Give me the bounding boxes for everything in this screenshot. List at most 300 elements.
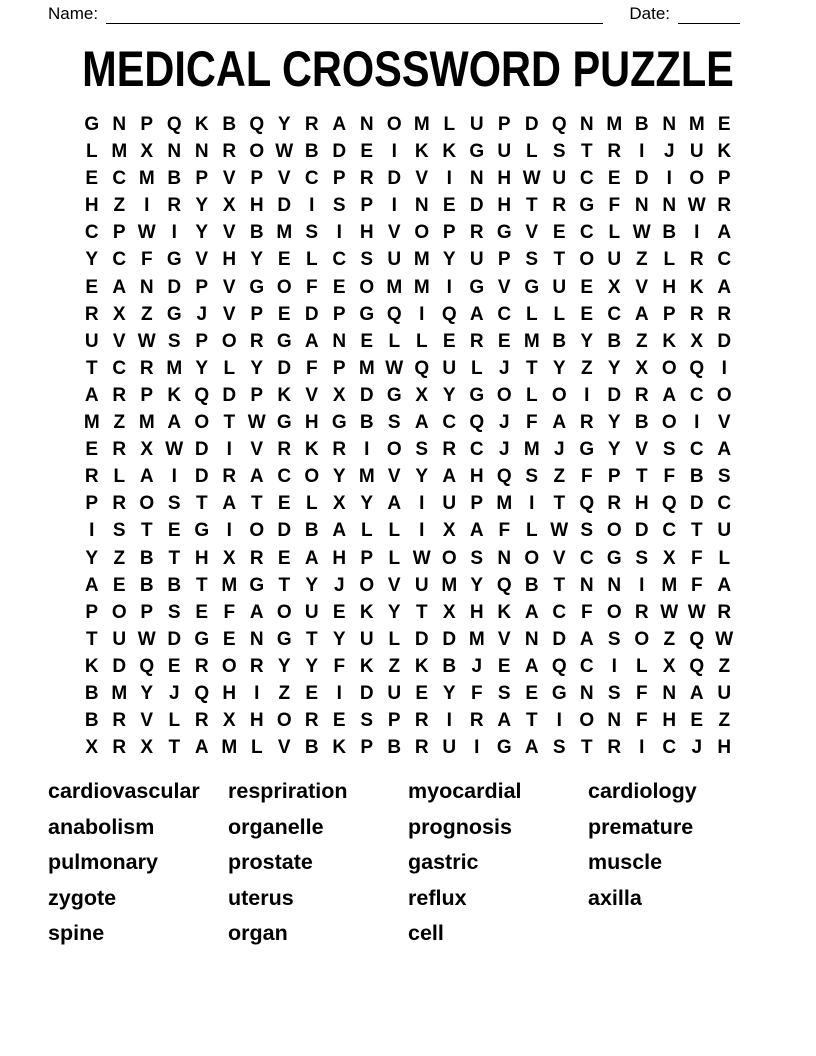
grid-letter: J	[553, 439, 565, 461]
grid-letter: V	[112, 330, 126, 352]
grid-letter: M	[413, 114, 430, 135]
grid-letter: Y	[415, 466, 429, 488]
grid-letter: H	[84, 195, 99, 217]
grid-letter: K	[194, 114, 209, 135]
grid-letter: O	[579, 710, 595, 732]
grid-letter: L	[415, 330, 428, 352]
grid-letter: H	[222, 249, 237, 271]
grid-letter: P	[140, 114, 154, 135]
grid-letter: D	[112, 655, 127, 677]
grid-letter: O	[716, 384, 732, 406]
grid-letter: C	[579, 547, 594, 569]
grid-letter: B	[552, 330, 567, 352]
grid-letter: Y	[607, 412, 621, 434]
grid-letter: X	[415, 384, 429, 406]
grid-letter: E	[360, 330, 374, 352]
grid-letter: L	[305, 493, 318, 515]
grid-letter: N	[497, 547, 512, 569]
grid-letter: O	[606, 601, 622, 623]
grid-letter: G	[524, 276, 540, 298]
grid-letter: Q	[689, 655, 705, 677]
grid-letter: B	[167, 574, 182, 596]
grid-letter: G	[469, 141, 485, 163]
grid-letter: S	[552, 141, 566, 163]
grid-letter: F	[470, 682, 483, 704]
grid-letter: D	[442, 628, 457, 650]
grid-letter: H	[497, 195, 512, 217]
grid-letter: P	[497, 249, 511, 271]
grid-letter: N	[579, 682, 594, 704]
grid-letter: J	[471, 655, 483, 677]
word-list-item: reflux	[408, 885, 467, 910]
grid-letter: M	[276, 222, 293, 244]
grid-letter: S	[360, 249, 374, 271]
grid-letter: P	[250, 168, 264, 190]
grid-letter: V	[635, 439, 649, 461]
grid-letter: Y	[277, 114, 291, 135]
grid-letter: Y	[250, 357, 264, 379]
grid-letter: M	[606, 114, 623, 135]
grid-letter: U	[112, 628, 127, 650]
grid-letter: M	[661, 574, 678, 596]
grid-letter: W	[165, 439, 184, 461]
grid-letter: Z	[113, 195, 126, 217]
grid-letter: G	[276, 330, 292, 352]
grid-letter: P	[85, 601, 99, 623]
grid-letter: D	[634, 520, 649, 542]
grid-letter: E	[580, 303, 594, 325]
grid-letter: O	[386, 114, 402, 135]
grid-letter: Y	[387, 601, 401, 623]
word-list-item: organ	[228, 921, 288, 945]
grid-letter: R	[469, 710, 484, 732]
grid-letter: R	[112, 737, 127, 759]
word-list-item: myocardial	[408, 779, 522, 803]
grid-letter: B	[304, 141, 319, 163]
grid-letter: R	[139, 357, 154, 379]
grid-letter: V	[552, 547, 566, 569]
grid-letter: S	[167, 493, 181, 515]
grid-letter: A	[717, 276, 732, 298]
grid-letter: B	[524, 574, 539, 596]
grid-letter: K	[662, 330, 677, 352]
grid-letter: P	[140, 384, 154, 406]
grid-letter: A	[442, 466, 457, 488]
grid-letter: G	[166, 249, 182, 271]
grid-letter: T	[635, 466, 648, 488]
grid-letter: G	[331, 412, 347, 434]
grid-letter: W	[715, 628, 734, 650]
grid-letter: N	[579, 114, 594, 135]
grid-letter: A	[717, 222, 732, 244]
date-blank-line	[678, 4, 740, 24]
grid-letter: O	[276, 710, 292, 732]
grid-letter: D	[469, 195, 484, 217]
grid-letter: L	[635, 655, 648, 677]
word-list-item: cell	[408, 921, 444, 945]
grid-letter: D	[552, 628, 567, 650]
grid-letter: J	[333, 574, 345, 596]
grid-letter: X	[442, 520, 456, 542]
grid-letter: I	[144, 195, 150, 217]
grid-letter: S	[552, 737, 566, 759]
word-list-item: prostate	[228, 850, 313, 874]
grid-letter: H	[469, 466, 484, 488]
grid-letter: W	[522, 168, 541, 190]
grid-letter: R	[359, 168, 374, 190]
grid-letter: C	[469, 439, 484, 461]
grid-letter: L	[388, 520, 401, 542]
grid-letter: R	[304, 114, 319, 135]
grid-letter: D	[387, 168, 402, 190]
grid-letter: A	[579, 628, 594, 650]
grid-letter: A	[332, 520, 347, 542]
grid-letter: S	[580, 520, 594, 542]
grid-letter: K	[497, 601, 512, 623]
grid-letter: E	[85, 439, 99, 461]
grid-letter: R	[579, 412, 594, 434]
grid-letter: G	[469, 276, 485, 298]
grid-letter: R	[634, 601, 649, 623]
grid-letter: E	[360, 141, 374, 163]
grid-letter: G	[496, 737, 512, 759]
grid-letter: Z	[388, 655, 401, 677]
grid-letter: Y	[305, 574, 319, 596]
grid-letter: V	[277, 168, 291, 190]
grid-letter: T	[195, 574, 208, 596]
grid-letter: D	[277, 357, 292, 379]
word-list-item: gastric	[408, 850, 479, 874]
grid-letter: A	[112, 276, 127, 298]
grid-letter: O	[111, 601, 127, 623]
grid-letter: Y	[360, 493, 374, 515]
grid-letter: T	[415, 601, 428, 623]
word-list	[48, 774, 768, 952]
grid-letter: S	[635, 547, 649, 569]
grid-letter: G	[551, 682, 567, 704]
grid-letter: G	[276, 412, 292, 434]
grid-letter: D	[194, 439, 209, 461]
grid-letter: D	[414, 628, 429, 650]
grid-letter: U	[469, 114, 484, 135]
grid-letter: Q	[551, 114, 567, 135]
grid-letter: C	[579, 655, 594, 677]
grid-letter: M	[358, 466, 375, 488]
grid-letter: H	[662, 710, 677, 732]
grid-letter: R	[304, 710, 319, 732]
grid-letter: R	[689, 303, 704, 325]
grid-letter: Y	[580, 330, 594, 352]
grid-letter: A	[524, 601, 539, 623]
grid-letter: Q	[194, 682, 210, 704]
grid-letter: I	[721, 357, 727, 379]
grid-letter: L	[305, 249, 318, 271]
grid-letter: P	[332, 357, 346, 379]
grid-letter: G	[276, 628, 292, 650]
grid-letter: O	[551, 384, 567, 406]
grid-letter: O	[661, 357, 677, 379]
grid-letter: P	[332, 168, 346, 190]
grid-letter: M	[413, 249, 430, 271]
grid-letter: N	[469, 168, 484, 190]
grid-letter: Q	[249, 114, 265, 135]
grid-letter: V	[222, 222, 236, 244]
grid-letter: D	[167, 628, 182, 650]
grid-letter: M	[496, 493, 513, 515]
grid-letter: A	[717, 439, 732, 461]
word-list-item: spine	[48, 921, 105, 945]
grid-letter: Z	[635, 249, 648, 271]
grid-letter: B	[304, 737, 319, 759]
grid-letter: A	[304, 330, 319, 352]
grid-letter: E	[442, 330, 456, 352]
grid-letter: H	[359, 222, 374, 244]
grid-letter: D	[359, 384, 374, 406]
grid-letter: M	[221, 737, 238, 759]
word-list-item: cardiology	[588, 779, 697, 803]
grid-letter: H	[332, 547, 347, 569]
grid-letter: R	[84, 466, 99, 488]
grid-letter: O	[249, 520, 265, 542]
grid-letter: R	[84, 303, 99, 325]
grid-letter: I	[639, 141, 645, 163]
grid-letter: L	[388, 330, 401, 352]
grid-letter: K	[277, 384, 292, 406]
grid-letter: R	[607, 141, 622, 163]
grid-letter: M	[358, 357, 375, 379]
grid-letter: C	[717, 249, 732, 271]
grid-letter: Z	[718, 710, 731, 732]
grid-letter: U	[442, 357, 457, 379]
grid-letter: A	[139, 466, 154, 488]
grid-letter: U	[84, 330, 99, 352]
grid-letter: W	[247, 412, 266, 434]
grid-letter: Q	[689, 628, 705, 650]
grid-letter: R	[414, 737, 429, 759]
grid-letter: S	[470, 547, 484, 569]
grid-letter: U	[497, 141, 512, 163]
grid-letter: T	[195, 493, 208, 515]
grid-letter: A	[84, 574, 99, 596]
grid-letter: B	[689, 466, 704, 488]
grid-letter: L	[663, 249, 676, 271]
grid-letter: S	[525, 466, 539, 488]
grid-letter: U	[387, 249, 402, 271]
grid-letter: O	[276, 276, 292, 298]
grid-letter: N	[167, 141, 182, 163]
grid-letter: A	[167, 412, 182, 434]
grid-letter: O	[606, 520, 622, 542]
grid-letter: E	[85, 168, 99, 190]
grid-letter: A	[524, 737, 539, 759]
grid-letter: R	[689, 249, 704, 271]
grid-letter: L	[223, 357, 236, 379]
grid-letter: S	[305, 222, 319, 244]
grid-letter: X	[140, 141, 154, 163]
grid-letter: Z	[718, 655, 731, 677]
grid-letter: M	[468, 628, 485, 650]
grid-letter: B	[84, 682, 99, 704]
grid-letter: R	[249, 330, 264, 352]
grid-letter: E	[580, 276, 594, 298]
grid-letter: O	[414, 222, 430, 244]
grid-letter: Z	[580, 357, 593, 379]
grid-letter: R	[112, 439, 127, 461]
grid-letter: C	[277, 466, 292, 488]
grid-letter: H	[497, 168, 512, 190]
grid-letter: P	[607, 466, 621, 488]
grid-letter: U	[414, 574, 429, 596]
grid-letter: I	[391, 141, 397, 163]
grid-letter: J	[168, 682, 180, 704]
grid-letter: K	[442, 141, 457, 163]
grid-letter: U	[552, 168, 567, 190]
grid-letter: R	[222, 466, 237, 488]
grid-letter: P	[112, 222, 126, 244]
grid-letter: B	[304, 520, 319, 542]
grid-letter: Q	[194, 384, 210, 406]
page-title: MEDICAL CROSSWORD PUZZLE	[82, 41, 734, 97]
grid-letter: B	[634, 412, 649, 434]
grid-letter: Y	[442, 682, 456, 704]
grid-letter: M	[221, 574, 238, 596]
grid-letter: Q	[166, 114, 182, 135]
grid-letter: M	[166, 357, 183, 379]
grid-letter: D	[277, 520, 292, 542]
grid-letter: X	[662, 547, 676, 569]
grid-letter: V	[195, 249, 209, 271]
grid-letter: I	[336, 222, 342, 244]
grid-letter: Y	[277, 655, 291, 677]
grid-letter: O	[689, 168, 705, 190]
grid-letter: Z	[113, 547, 126, 569]
grid-letter: N	[524, 628, 539, 650]
grid-letter: O	[524, 547, 540, 569]
grid-letter: T	[553, 574, 566, 596]
grid-letter: H	[469, 601, 484, 623]
grid-letter: Y	[607, 357, 621, 379]
grid-letter: H	[717, 737, 732, 759]
header	[48, 4, 740, 24]
grid-letter: V	[222, 276, 236, 298]
grid-letter: X	[332, 384, 346, 406]
grid-letter: E	[690, 710, 704, 732]
grid-letter: S	[167, 330, 181, 352]
grid-letter: T	[525, 710, 538, 732]
grid-letter: O	[139, 493, 155, 515]
grid-letter: T	[553, 249, 566, 271]
grid-letter: X	[140, 439, 154, 461]
grid-letter: P	[332, 303, 346, 325]
grid-letter: B	[634, 114, 649, 135]
grid-letter: V	[497, 628, 511, 650]
grid-letter: Y	[552, 357, 566, 379]
grid-letter: W	[660, 601, 679, 623]
grid-letter: T	[525, 357, 538, 379]
grid-letter: V	[250, 439, 264, 461]
grid-letter: I	[419, 520, 425, 542]
grid-letter: R	[277, 439, 292, 461]
grid-letter: E	[112, 574, 126, 596]
grid-letter: T	[85, 628, 98, 650]
grid-letter: T	[223, 412, 236, 434]
grid-letter: P	[85, 493, 99, 515]
grid-letter: I	[171, 222, 177, 244]
grid-letter: V	[415, 168, 429, 190]
grid-letter: K	[414, 655, 429, 677]
word-list-item: anabolism	[48, 814, 155, 839]
grid-letter: I	[89, 520, 95, 542]
grid-letter: G	[194, 628, 210, 650]
grid-letter: W	[137, 628, 156, 650]
word-list-item: prognosis	[408, 814, 512, 839]
grid-letter: T	[580, 141, 593, 163]
grid-letter: I	[336, 682, 342, 704]
grid-letter: L	[360, 520, 373, 542]
grid-letter: A	[84, 384, 99, 406]
grid-letter: F	[635, 682, 648, 704]
grid-letter: D	[689, 493, 704, 515]
grid-letter: B	[359, 412, 374, 434]
grid-letter: P	[195, 276, 209, 298]
grid-letter: F	[498, 520, 511, 542]
grid-letter: I	[446, 276, 452, 298]
grid-letter: O	[496, 384, 512, 406]
grid-letter: P	[360, 547, 374, 569]
grid-letter: G	[194, 520, 210, 542]
grid-letter: W	[687, 601, 706, 623]
grid-letter: F	[608, 195, 621, 217]
grid-letter: J	[663, 141, 675, 163]
grid-letter: M	[688, 114, 705, 135]
grid-letter: I	[309, 195, 315, 217]
grid-letter: Z	[553, 466, 566, 488]
grid-letter: R	[222, 141, 237, 163]
grid-letter: A	[662, 384, 677, 406]
word-list-item: axilla	[588, 885, 642, 910]
grid-letter: C	[497, 303, 512, 325]
grid-letter: Y	[442, 249, 456, 271]
grid-letter: R	[414, 710, 429, 732]
grid-letter: A	[249, 601, 264, 623]
grid-letter: K	[167, 384, 182, 406]
grid-letter: X	[222, 710, 236, 732]
grid-letter: C	[112, 168, 127, 190]
grid-letter: L	[388, 628, 401, 650]
grid-letter: K	[359, 601, 374, 623]
grid-letter: R	[249, 655, 264, 677]
grid-letter: N	[194, 141, 209, 163]
grid-letter: O	[579, 249, 595, 271]
grid-letter: E	[195, 601, 209, 623]
grid-letter: T	[168, 737, 181, 759]
grid-letter: D	[717, 330, 732, 352]
grid-letter: S	[112, 520, 126, 542]
grid-letter: T	[690, 520, 703, 542]
grid-letter: G	[84, 114, 100, 135]
grid-letter: S	[607, 682, 621, 704]
grid-letter: H	[222, 682, 237, 704]
grid-letter: F	[333, 655, 346, 677]
grid-letter: I	[529, 493, 535, 515]
grid-letter: U	[304, 601, 319, 623]
grid-letter: N	[607, 710, 622, 732]
grid-letter: P	[662, 303, 676, 325]
grid-letter: D	[277, 195, 292, 217]
grid-letter: M	[138, 168, 155, 190]
word-list-item: respriration	[228, 779, 348, 803]
grid-letter: U	[469, 249, 484, 271]
